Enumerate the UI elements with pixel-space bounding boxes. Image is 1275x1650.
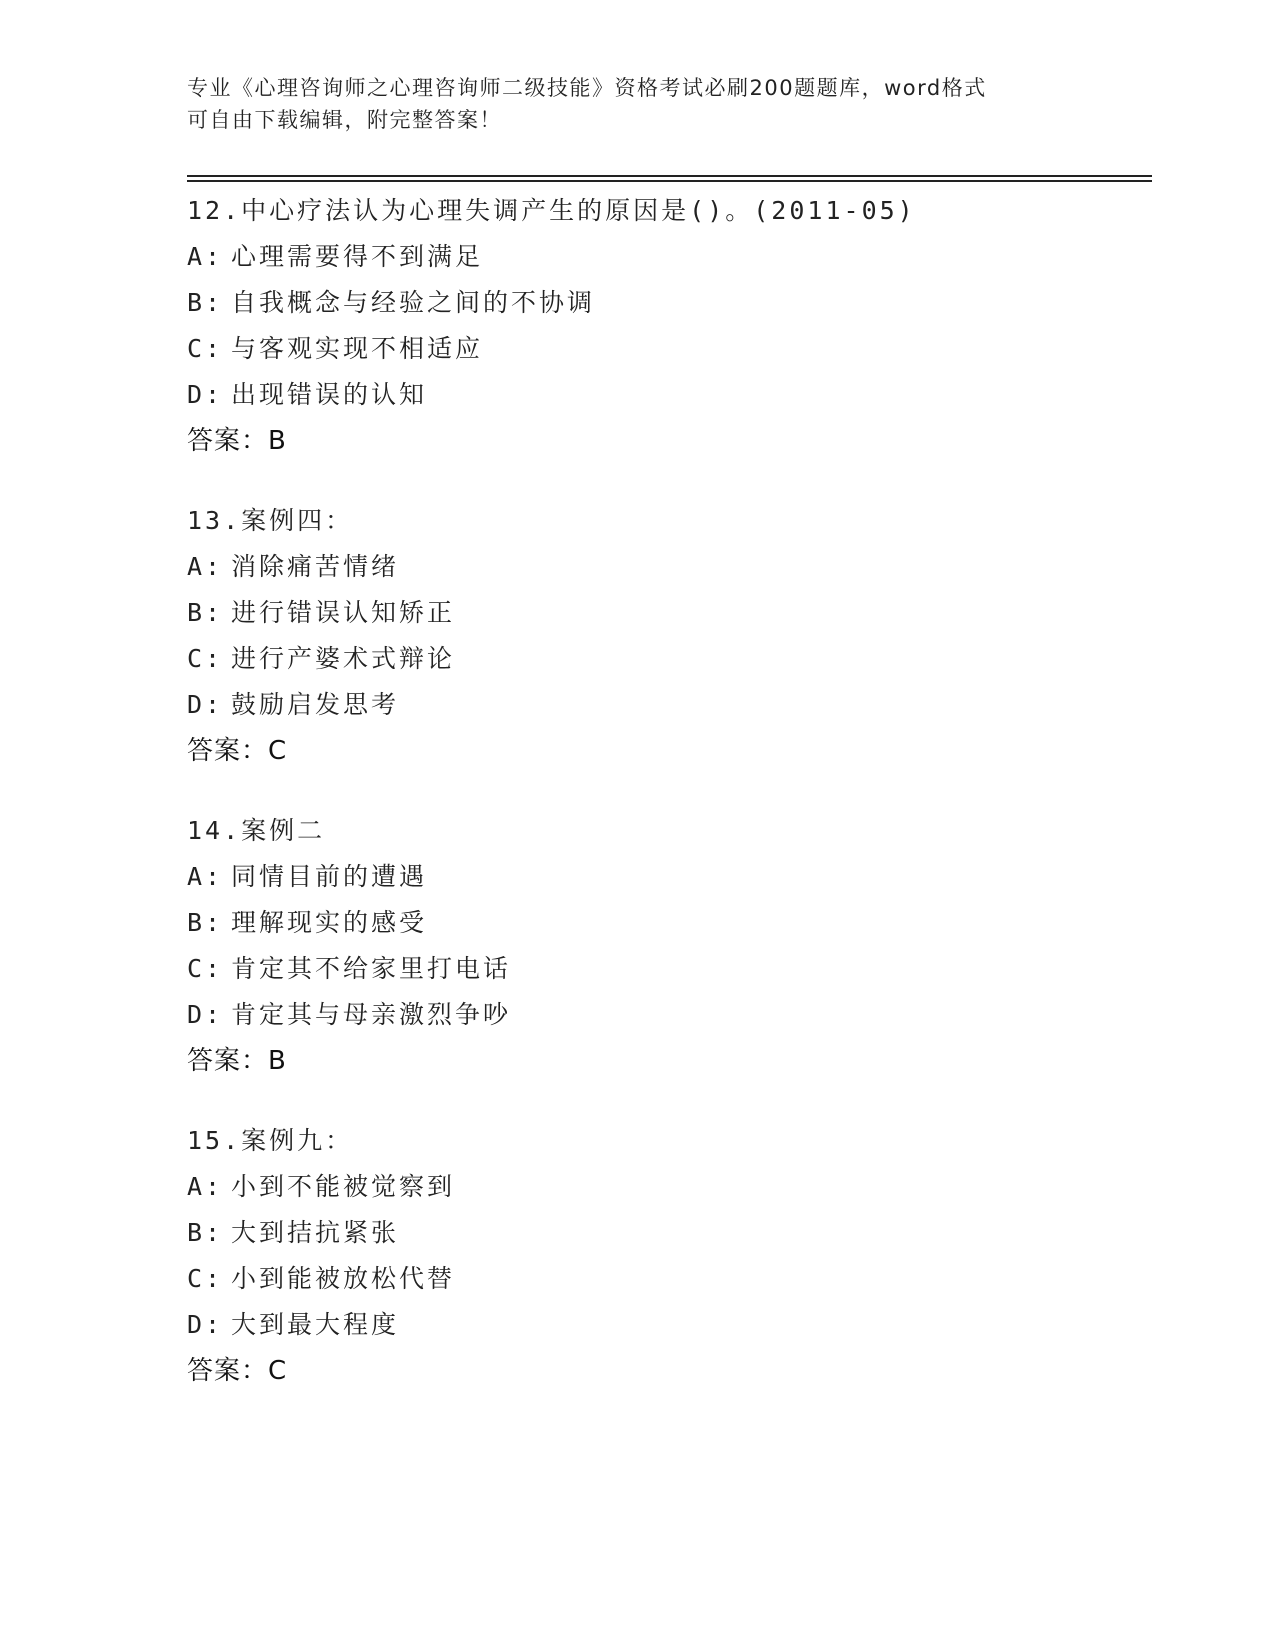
question-item — [187, 188, 1147, 464]
option-c — [187, 1256, 1147, 1302]
option-text: 同情目前的遭遇 — [231, 862, 428, 891]
option-text: 与客观实现不相适应 — [231, 334, 484, 363]
option-letter: C: — [187, 954, 224, 983]
document-header — [187, 72, 1087, 136]
option-a — [187, 544, 1147, 590]
option-b — [187, 1210, 1147, 1256]
option-letter: B: — [187, 598, 224, 627]
option-letter: A: — [187, 242, 224, 271]
answer-label: 答案：C — [187, 1356, 288, 1386]
question-text: 12.中心疗法认为心理失调产生的原因是()。(2011-05) — [187, 196, 916, 225]
option-text: 进行产婆术式辩论 — [231, 644, 456, 673]
option-d — [187, 992, 1147, 1038]
option-letter: D: — [187, 1310, 224, 1339]
option-d — [187, 372, 1147, 418]
option-c — [187, 326, 1147, 372]
option-a — [187, 234, 1147, 280]
option-letter: B: — [187, 1218, 224, 1247]
question-text: 15.案例九： — [187, 1126, 354, 1155]
question-item — [187, 1118, 1147, 1394]
question-item — [187, 808, 1147, 1084]
option-c — [187, 636, 1147, 682]
option-text: 鼓励启发思考 — [231, 690, 400, 719]
option-letter: B: — [187, 908, 224, 937]
option-text: 肯定其与母亲激烈争吵 — [231, 1000, 512, 1029]
option-d — [187, 1302, 1147, 1348]
option-c — [187, 946, 1147, 992]
option-text: 心理需要得不到满足 — [231, 242, 484, 271]
option-a — [187, 1164, 1147, 1210]
option-letter: A: — [187, 862, 224, 891]
option-text: 大到最大程度 — [231, 1310, 400, 1339]
option-a — [187, 854, 1147, 900]
header-divider-top — [187, 175, 1152, 177]
option-text: 出现错误的认知 — [231, 380, 428, 409]
option-letter: D: — [187, 1000, 224, 1029]
option-text: 大到拮抗紧张 — [231, 1218, 400, 1247]
option-text: 自我概念与经验之间的不协调 — [231, 288, 596, 317]
option-letter: C: — [187, 1264, 224, 1293]
option-text: 进行错误认知矫正 — [231, 598, 456, 627]
option-d — [187, 682, 1147, 728]
option-text: 理解现实的感受 — [231, 908, 428, 937]
question-item — [187, 498, 1147, 774]
header-divider-bottom — [187, 180, 1152, 182]
option-b — [187, 900, 1147, 946]
answer-label: 答案：B — [187, 426, 287, 456]
option-b — [187, 590, 1147, 636]
option-letter: C: — [187, 334, 224, 363]
header-line-1: 专业《心理咨询师之心理咨询师二级技能》资格考试必刷200题题库，word格式 — [187, 76, 987, 100]
option-text: 消除痛苦情绪 — [231, 552, 400, 581]
option-letter: B: — [187, 288, 224, 317]
option-text: 小到不能被觉察到 — [231, 1172, 456, 1201]
option-letter: A: — [187, 552, 224, 581]
option-letter: D: — [187, 690, 224, 719]
option-text: 肯定其不给家里打电话 — [231, 954, 512, 983]
option-letter: A: — [187, 1172, 224, 1201]
option-b — [187, 280, 1147, 326]
answer-label: 答案：B — [187, 1046, 287, 1076]
option-text: 小到能被放松代替 — [231, 1264, 456, 1293]
header-line-2: 可自由下载编辑，附完整答案！ — [187, 108, 502, 132]
question-text: 13.案例四： — [187, 506, 354, 535]
question-list — [187, 188, 1147, 1428]
answer-label: 答案：C — [187, 736, 288, 766]
option-letter: C: — [187, 644, 224, 673]
option-letter: D: — [187, 380, 224, 409]
question-text: 14.案例二 — [187, 816, 326, 845]
